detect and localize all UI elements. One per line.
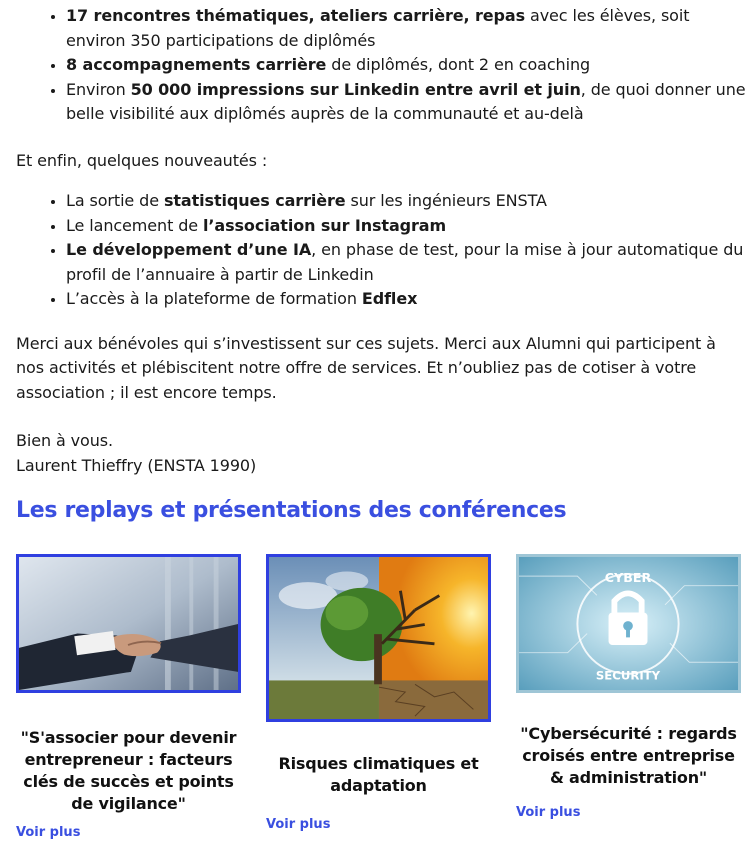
signature: Laurent Thieffry (ENSTA 1990) <box>16 455 257 475</box>
handshake-icon <box>19 557 238 690</box>
image-text-security: SECURITY <box>595 668 661 683</box>
bold-text: Edflex <box>361 289 418 308</box>
list-item <box>66 189 746 214</box>
item-text: La sortie de <box>66 191 164 210</box>
achievements-list <box>16 4 746 127</box>
list-item <box>66 287 746 312</box>
tree-icon <box>269 557 488 719</box>
list-item <box>66 53 746 78</box>
list-item <box>66 4 746 53</box>
handshake-image[interactable] <box>16 554 241 693</box>
lock-icon <box>519 557 738 690</box>
item-text: Environ <box>66 79 131 99</box>
see-more-link[interactable]: Voir plus <box>266 817 331 832</box>
bold-text: Le développement d’une IA <box>66 240 312 259</box>
list-item <box>66 238 746 287</box>
card-title[interactable]: Risques climatiques et adaptation <box>278 754 479 795</box>
conference-card-entrepreneur[interactable] <box>16 554 241 840</box>
item-text: de diplômés, dont 2 en coaching <box>326 55 591 74</box>
image-text-cyber: CYBER <box>604 569 652 585</box>
item-text: Le lancement de <box>66 215 204 235</box>
cyber-security-image[interactable] <box>516 554 741 693</box>
item-text: avec les élèves, soit environ 350 participations de diplômés <box>66 6 690 50</box>
item-text: L’accès à la plateforme de formation <box>66 289 362 308</box>
conference-card-climate[interactable] <box>266 554 491 832</box>
article-body <box>16 0 746 523</box>
list-item <box>66 78 746 127</box>
climate-tree-image[interactable] <box>266 554 491 722</box>
item-text: sur les ingénieurs ENSTA <box>345 191 547 210</box>
item-text: , en phase de test, pour la mise à jour automatique du profil de l’annuaire à partir de Linkedin <box>66 240 744 284</box>
bold-text: 8 accompagnements carrière <box>66 55 327 74</box>
list-item <box>66 214 746 239</box>
card-title[interactable]: "Cybersécurité : regards croisés entre entreprise & administration" <box>520 724 737 787</box>
news-intro: Et enfin, quelques nouveautés : <box>16 150 268 170</box>
conference-card-cybersecurity[interactable] <box>516 554 741 820</box>
bold-text: statistiques carrière <box>163 191 346 210</box>
item-text: , de quoi donner une belle visibilité aux diplômés auprès de la communauté et au-delà <box>66 79 746 123</box>
closing-text: Bien à vous. <box>16 431 114 450</box>
bold-text: l’association sur Instagram <box>203 215 447 235</box>
see-more-link[interactable]: Voir plus <box>16 825 81 840</box>
see-more-link[interactable]: Voir plus <box>516 805 581 820</box>
section-title: Les replays et présentations des conférences <box>16 498 567 523</box>
card-title[interactable]: "S'associer pour devenir entrepreneur : facteurs clés de succès et points de vigilance" <box>20 728 237 813</box>
news-list <box>16 189 746 312</box>
bold-text: 50 000 impressions sur Linkedin entre avril et juin <box>130 79 581 99</box>
bold-text: 17 rencontres thématiques, ateliers carrière, repas <box>66 6 525 25</box>
thanks-paragraph: Merci aux bénévoles qui s’investissent sur ces sujets. Merci aux Alumni qui participent à nos activités et plébiscitent notre offre de services. Et n’oubliez pas de cotiser à votre association ; il est encore temps. <box>16 333 716 402</box>
